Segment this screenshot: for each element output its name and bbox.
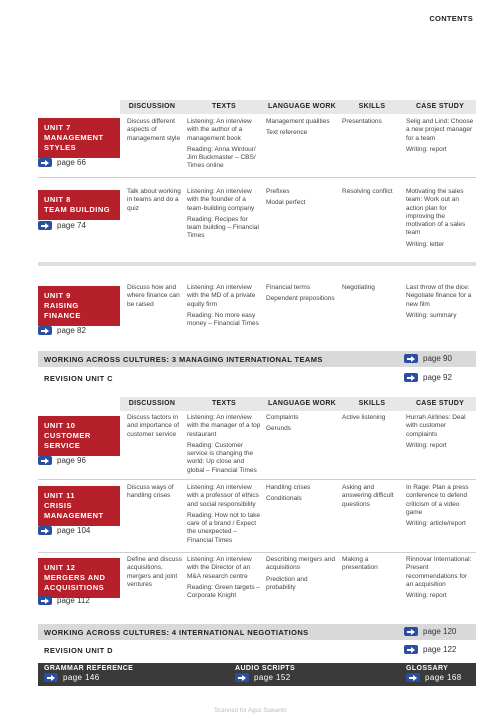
- unit-title-line: UNIT 9: [44, 291, 71, 300]
- cell-text: Prefixes: [266, 188, 290, 195]
- unit-10-page-link[interactable]: [38, 456, 86, 465]
- arrow-right-icon: [38, 158, 52, 167]
- column-header-case-study: CASE STUDY: [415, 103, 465, 110]
- unit-12-language-work: [266, 556, 338, 595]
- section-label: REVISION UNIT C: [44, 374, 113, 383]
- arrow-right-icon: [44, 673, 58, 682]
- unit-title-line: FINANCE: [44, 311, 81, 320]
- unit-8-language-work: [266, 188, 338, 211]
- unit-10-language-work: [266, 414, 338, 437]
- unit-12-texts: [187, 556, 261, 603]
- divider: [38, 262, 476, 266]
- page-link[interactable]: [404, 645, 456, 654]
- arrow-right-icon: [38, 221, 52, 230]
- unit-title-line: SERVICE: [44, 441, 81, 450]
- unit-8-skills: [342, 188, 402, 199]
- unit-10-title[interactable]: [38, 416, 120, 456]
- unit-12-title[interactable]: [38, 558, 120, 598]
- unit-7-discussion: [127, 118, 185, 146]
- unit-9-page-link[interactable]: [38, 326, 86, 335]
- section-label: WORKING ACROSS CULTURES: 3 MANAGING INTERNATIONAL TEAMS: [44, 355, 323, 364]
- page-number: page 122: [423, 645, 457, 654]
- revision-unit-c[interactable]: [38, 370, 476, 386]
- unit-11-title[interactable]: [38, 486, 120, 526]
- unit-12-page-link[interactable]: [38, 596, 90, 605]
- cell-text: Financial terms: [266, 284, 311, 291]
- unit-8-discussion: [127, 188, 185, 216]
- cell-text: Listening: An interview with the founder of a team-building company: [187, 188, 255, 212]
- column-header-row: [120, 100, 476, 114]
- unit-9-case-study: [406, 284, 476, 323]
- cell-text: Discuss factors in and importance of customer service: [127, 414, 180, 438]
- unit-10-skills: [342, 414, 402, 425]
- section-label: REVISION UNIT D: [44, 646, 113, 655]
- unit-11-page-link[interactable]: [38, 526, 90, 535]
- arrow-right-icon: [38, 526, 52, 535]
- page-link[interactable]: [404, 627, 456, 636]
- cell-text: Conditionals: [266, 495, 302, 503]
- page-number: page 74: [57, 221, 86, 230]
- unit-title-line: ACQUISITIONS: [44, 583, 105, 592]
- arrow-right-icon: [404, 354, 418, 363]
- column-header-skills: SKILLS: [358, 400, 386, 407]
- unit-11-discussion: [127, 484, 185, 504]
- cell-text: Resolving conflict: [342, 188, 393, 195]
- column-header-row: [120, 397, 476, 411]
- arrow-right-icon: [38, 596, 52, 605]
- unit-title-line: TEAM BUILDING: [44, 205, 111, 214]
- page-number: page 66: [57, 158, 86, 167]
- cell-text: Reading: Recipes for team building – Financial Times: [187, 215, 259, 240]
- page-number: page 92: [423, 373, 452, 382]
- page-link[interactable]: [404, 373, 452, 382]
- cell-text: Negotiating: [342, 284, 375, 291]
- cell-text: Listening: An interview with the Director of an M&A research centre: [187, 556, 252, 580]
- page-number: page 82: [57, 326, 86, 335]
- unit-7-title[interactable]: [38, 118, 120, 158]
- cell-text: Text reference: [266, 129, 308, 137]
- cell-text: In Rage: Plan a press conference to defend criticism of a video game: [406, 484, 469, 516]
- arrow-right-icon: [38, 326, 52, 335]
- cell-text: Gerunds: [266, 425, 291, 433]
- unit-title-line: CRISIS: [44, 501, 73, 510]
- column-header-discussion: DISCUSSION: [128, 103, 176, 110]
- cell-text: Writing: letter: [406, 240, 445, 248]
- divider: [38, 552, 476, 553]
- unit-title-line: STYLES: [44, 143, 77, 152]
- cell-text: Discuss ways of handling crises: [127, 484, 174, 500]
- cell-text: Rinnovar International: Present recommendations for an acquisition: [406, 556, 472, 588]
- audio-scripts-link[interactable]: [235, 665, 295, 682]
- cell-text: Writing: report: [406, 441, 447, 449]
- cell-text: Active listening: [342, 414, 386, 421]
- working-across-cultures-3[interactable]: [38, 351, 476, 367]
- column-header-language-work: LANGUAGE WORK: [267, 103, 337, 110]
- cell-text: Writing: article/report: [406, 520, 466, 528]
- grammar-reference-link[interactable]: [44, 665, 133, 682]
- unit-11-texts: [187, 484, 261, 548]
- unit-7-language-work: [266, 118, 338, 141]
- cell-text: Writing: report: [406, 592, 447, 600]
- cell-text: Writing: report: [406, 145, 447, 153]
- unit-11-case-study: [406, 484, 476, 531]
- unit-12-case-study: [406, 556, 476, 603]
- cell-text: Reading: No more easy money – Financial Times: [187, 311, 259, 328]
- unit-10-texts: [187, 414, 261, 478]
- page-number: page 168: [425, 673, 462, 682]
- cell-text: Dependent prepositions: [266, 295, 335, 303]
- cell-text: Modal perfect: [266, 199, 306, 207]
- page-number: page 152: [254, 673, 291, 682]
- unit-9-language-work: [266, 284, 338, 307]
- arrow-right-icon: [38, 456, 52, 465]
- cell-text: Reading: How not to take care of a brand / Expect the unexpected – Financial Times: [187, 511, 260, 544]
- unit-title-line: CUSTOMER: [44, 431, 91, 440]
- unit-9-title[interactable]: [38, 286, 120, 326]
- unit-title-line: RAISING: [44, 301, 79, 310]
- unit-8-texts: [187, 188, 261, 244]
- page-title: CONTENTS: [429, 14, 473, 23]
- unit-title-line: MANAGEMENT: [44, 133, 104, 142]
- unit-9-discussion: [127, 284, 185, 312]
- cell-text: Selig and Lind: Choose a new project manager for a team: [406, 118, 474, 142]
- divider: [38, 177, 476, 178]
- footer-label: GRAMMAR REFERENCE: [44, 665, 134, 672]
- page-number: page 112: [57, 596, 90, 605]
- column-header-skills: SKILLS: [358, 103, 386, 110]
- arrow-right-icon: [404, 373, 418, 382]
- cell-text: Discuss how and where finance can be raised: [127, 284, 180, 308]
- cell-text: Listening: An interview with the author of a management book: [187, 118, 252, 142]
- page-number: page 90: [423, 354, 452, 363]
- unit-title-line: UNIT 7: [44, 123, 71, 132]
- unit-7-texts: [187, 118, 261, 174]
- footer-label: GLOSSARY: [406, 665, 449, 672]
- cell-text: Motivating the sales team: Work out an action plan for improving the motivation of a sales team: [406, 188, 466, 237]
- cell-text: Reading: Anna Wintour/ Jim Buckmaster – CBS/ Times online: [187, 145, 256, 170]
- cell-text: Asking and answering difficult questions: [342, 484, 394, 508]
- unit-8-page-link[interactable]: [38, 221, 86, 230]
- cell-text: Talk about working in teams and do a quiz: [127, 188, 181, 212]
- arrow-right-icon: [404, 645, 418, 654]
- cell-text: Discuss different aspects of management style: [127, 118, 181, 142]
- glossary-link[interactable]: [406, 665, 462, 682]
- column-header-case-study: CASE STUDY: [415, 400, 465, 407]
- page-number: page 96: [57, 456, 86, 465]
- scan-note: Scanned for Agus Suwanto: [214, 708, 287, 714]
- cell-text: Presentations: [342, 118, 382, 125]
- cell-text: Listening: An interview with the MD of a private equity firm: [187, 284, 256, 308]
- unit-10-case-study: [406, 414, 476, 453]
- page-number: page 104: [57, 526, 91, 535]
- cell-text: Reading: Customer service is changing the world: Up close and global – Financial Times: [187, 441, 257, 474]
- unit-12-discussion: [127, 556, 185, 592]
- revision-unit-d[interactable]: [38, 642, 476, 658]
- cell-text: Listening: An interview with a professor of ethics and social responsibility: [187, 484, 259, 508]
- unit-9-texts: [187, 284, 261, 331]
- column-header-language-work: LANGUAGE WORK: [267, 400, 337, 407]
- unit-title-line: UNIT 10: [44, 421, 76, 430]
- unit-title-line: MANAGEMENT: [44, 511, 104, 520]
- cell-text: Describing mergers and acquisitions: [266, 556, 336, 572]
- unit-8-title[interactable]: [38, 190, 120, 220]
- cell-text: Last throw of the dice: Negotiate finance for a new film: [406, 284, 472, 308]
- arrow-right-icon: [235, 673, 249, 682]
- cell-text: Reading: Green targets – Corporate Knight: [187, 583, 260, 600]
- arrow-right-icon: [404, 627, 418, 636]
- working-across-cultures-4[interactable]: [38, 624, 476, 640]
- arrow-right-icon: [406, 673, 420, 682]
- column-header-texts: TEXTS: [211, 400, 237, 407]
- cell-text: Define and discuss acquisitions, mergers and joint ventures: [127, 556, 182, 588]
- column-header-texts: TEXTS: [211, 103, 237, 110]
- page-link[interactable]: [404, 354, 452, 363]
- unit-title-line: UNIT 11: [44, 491, 76, 500]
- unit-8-case-study: [406, 188, 476, 252]
- cell-text: Complaints: [266, 414, 299, 421]
- page-number: page 120: [423, 627, 457, 636]
- column-header-discussion: DISCUSSION: [128, 400, 176, 407]
- unit-title-line: MERGERS AND: [44, 573, 106, 582]
- unit-9-skills: [342, 284, 402, 295]
- unit-11-skills: [342, 484, 402, 512]
- unit-7-page-link[interactable]: [38, 158, 86, 167]
- footer-label: AUDIO SCRIPTS: [235, 665, 296, 672]
- unit-12-skills: [342, 556, 402, 576]
- section-label: WORKING ACROSS CULTURES: 4 INTERNATIONAL NEGOTIATIONS: [44, 628, 309, 637]
- cell-text: Writing: summary: [406, 311, 457, 319]
- cell-text: Prediction and probability: [266, 575, 308, 591]
- page-number: page 146: [63, 673, 100, 682]
- cell-text: Management qualities: [266, 118, 330, 125]
- unit-title-line: UNIT 8: [44, 195, 71, 204]
- cell-text: Making a presentation: [342, 556, 378, 572]
- cell-text: Handling crises: [266, 484, 311, 491]
- unit-7-case-study: [406, 118, 476, 157]
- footer-bar: [38, 663, 476, 686]
- unit-10-discussion: [127, 414, 185, 442]
- unit-title-line: UNIT 12: [44, 563, 76, 572]
- cell-text: Hurrah Airlines: Deal with customer complaints: [406, 414, 466, 438]
- divider: [38, 479, 476, 480]
- cell-text: Listening: An interview with the manager of a top restaurant: [187, 414, 261, 438]
- unit-11-language-work: [266, 484, 338, 507]
- unit-7-skills: [342, 118, 402, 129]
